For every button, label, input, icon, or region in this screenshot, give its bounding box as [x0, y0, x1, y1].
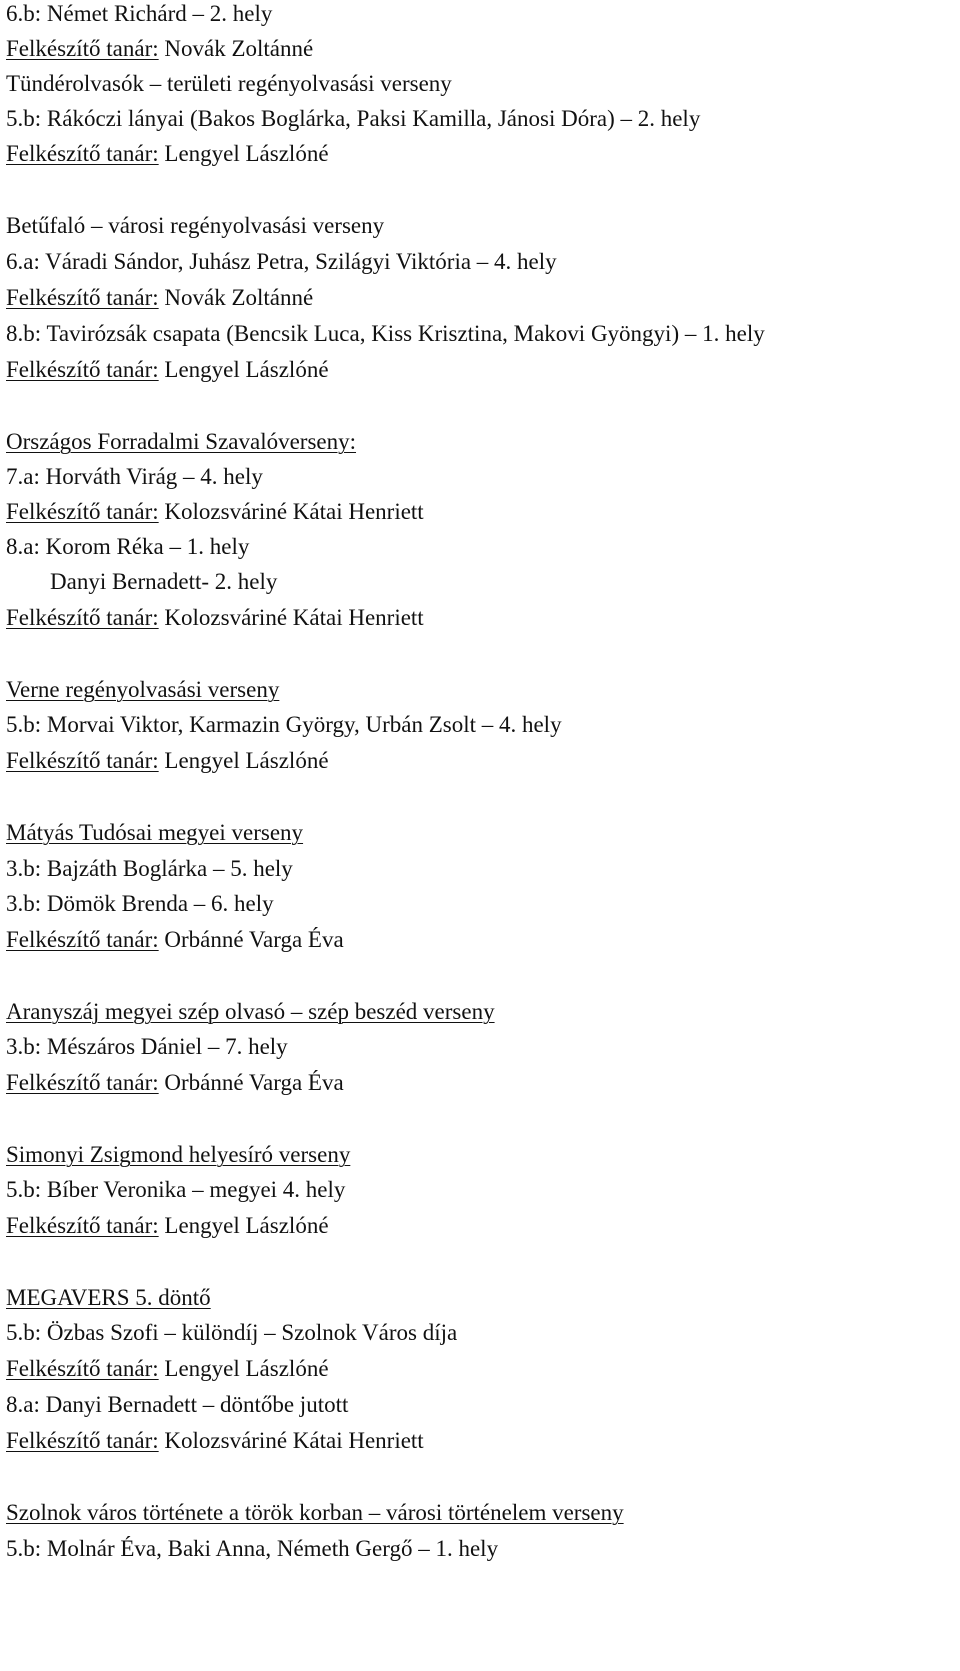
competition-line: Tündérolvasók – területi regényolvasási verseny	[6, 71, 452, 96]
teacher-name: Novák Zoltánné	[158, 285, 314, 310]
result-line: 8.a: Danyi Bernadett – döntőbe jutott	[6, 1392, 349, 1417]
teacher-name: Kolozsváriné Kátai Henriett	[158, 499, 424, 524]
teacher-line	[6, 604, 424, 632]
teacher-name: Lengyel Lászlóné	[158, 1356, 329, 1381]
teacher-line	[6, 284, 313, 312]
teacher-line	[6, 926, 344, 954]
result-line: 8.a: Korom Réka – 1. hely	[6, 534, 250, 559]
teacher-name: Kolozsváriné Kátai Henriett	[158, 605, 424, 630]
teacher-name: Lengyel Lászlóné	[158, 357, 329, 382]
result-line: 5.b: Morvai Viktor, Karmazin György, Urbán Zsolt – 4. hely	[6, 712, 562, 737]
teacher-name: Kolozsváriné Kátai Henriett	[158, 1428, 424, 1453]
teacher-line	[6, 1069, 344, 1097]
result-line: 5.b: Molnár Éva, Baki Anna, Németh Gergő – 1. hely	[6, 1536, 499, 1561]
teacher-line	[6, 1427, 424, 1455]
teacher-line	[6, 747, 329, 775]
teacher-line	[6, 356, 329, 384]
teacher-label: Felkészítő tanár:	[6, 927, 159, 952]
competition-title: Szolnok város története a török korban – városi történelem verseny	[6, 1500, 624, 1525]
teacher-line	[6, 35, 313, 63]
result-line: Danyi Bernadett- 2. hely	[50, 569, 278, 594]
teacher-label: Felkészítő tanár:	[6, 141, 159, 166]
teacher-name: Novák Zoltánné	[158, 36, 314, 61]
competition-title: Simonyi Zsigmond helyesíró verseny	[6, 1142, 351, 1167]
competition-title: Országos Forradalmi Szavalóverseny:	[6, 429, 357, 454]
teacher-label: Felkészítő tanár:	[6, 1356, 159, 1381]
competition-line: Betűfaló – városi regényolvasási verseny	[6, 213, 385, 238]
teacher-label: Felkészítő tanár:	[6, 357, 159, 382]
result-line: 5.b: Özbas Szofi – különdíj – Szolnok Város díja	[6, 1320, 458, 1345]
result-line: 6.b: Német Richárd – 2. hely	[6, 1, 273, 26]
teacher-line	[6, 498, 424, 526]
result-line: 7.a: Horváth Virág – 4. hely	[6, 464, 263, 489]
teacher-name: Lengyel Lászlóné	[158, 748, 329, 773]
competition-title: Verne regényolvasási verseny	[6, 677, 280, 702]
result-line: 8.b: Tavirózsák csapata (Bencsik Luca, Kiss Krisztina, Makovi Gyöngyi) – 1. hely	[6, 321, 765, 346]
teacher-line	[6, 1355, 329, 1383]
teacher-line	[6, 1212, 329, 1240]
teacher-line	[6, 140, 329, 168]
result-line: 5.b: Bíber Veronika – megyei 4. hely	[6, 1177, 346, 1202]
teacher-name: Lengyel Lászlóné	[158, 141, 329, 166]
result-line: 6.a: Váradi Sándor, Juhász Petra, Szilágyi Viktória – 4. hely	[6, 249, 557, 274]
result-line: 3.b: Dömök Brenda – 6. hely	[6, 891, 274, 916]
result-line: 3.b: Bajzáth Boglárka – 5. hely	[6, 856, 293, 881]
teacher-label: Felkészítő tanár:	[6, 36, 159, 61]
teacher-label: Felkészítő tanár:	[6, 1428, 159, 1453]
teacher-label: Felkészítő tanár:	[6, 605, 159, 630]
teacher-label: Felkészítő tanár:	[6, 499, 159, 524]
teacher-name: Orbánné Varga Éva	[158, 1070, 344, 1095]
result-line: 3.b: Mészáros Dániel – 7. hely	[6, 1034, 288, 1059]
teacher-name: Lengyel Lászlóné	[158, 1213, 329, 1238]
result-line: 5.b: Rákóczi lányai (Bakos Boglárka, Paksi Kamilla, Jánosi Dóra) – 2. hely	[6, 106, 701, 131]
teacher-name: Orbánné Varga Éva	[158, 927, 344, 952]
competition-title: Mátyás Tudósai megyei verseny	[6, 820, 304, 845]
teacher-label: Felkészítő tanár:	[6, 748, 159, 773]
competition-title: MEGAVERS 5. döntő	[6, 1285, 211, 1310]
competition-title: Aranyszáj megyei szép olvasó – szép beszéd verseny	[6, 999, 495, 1024]
teacher-label: Felkészítő tanár:	[6, 1070, 159, 1095]
teacher-label: Felkészítő tanár:	[6, 285, 159, 310]
teacher-label: Felkészítő tanár:	[6, 1213, 159, 1238]
